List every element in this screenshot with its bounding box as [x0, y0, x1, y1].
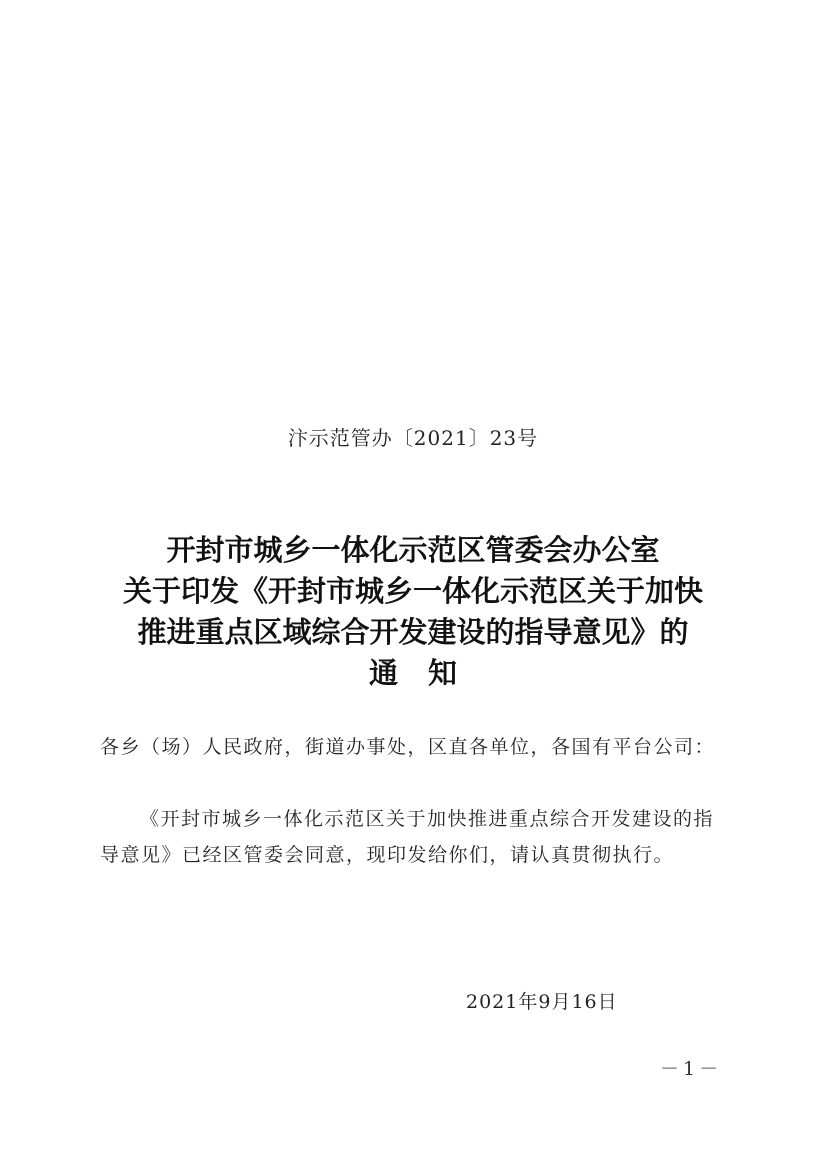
issue-date: 2021年9月16日: [466, 991, 618, 1013]
page-number: －1－: [660, 1058, 723, 1080]
title-line-3: 推进重点区域综合开发建设的指导意见》的: [137, 615, 689, 649]
document-number: 汴示范管办〔2021〕23号: [287, 426, 539, 450]
title-line-4: 通知: [368, 656, 487, 690]
title-line-2: 关于印发《开封市城乡一体化示范区关于加快: [122, 574, 703, 608]
title-line-1: 开封市城乡一体化示范区管委会办公室: [166, 533, 660, 567]
document-title: [60, 530, 766, 694]
body-paragraph: 《开封市城乡一体化示范区关于加快推进重点综合开发建设的指导意见》已经区管委会同意，现印发给你们，请认真贯彻执行。: [100, 808, 715, 866]
addressee-paragraph: 各乡（场）人民政府，街道办事处，区直各单位，各国有平台公司：: [100, 736, 716, 758]
